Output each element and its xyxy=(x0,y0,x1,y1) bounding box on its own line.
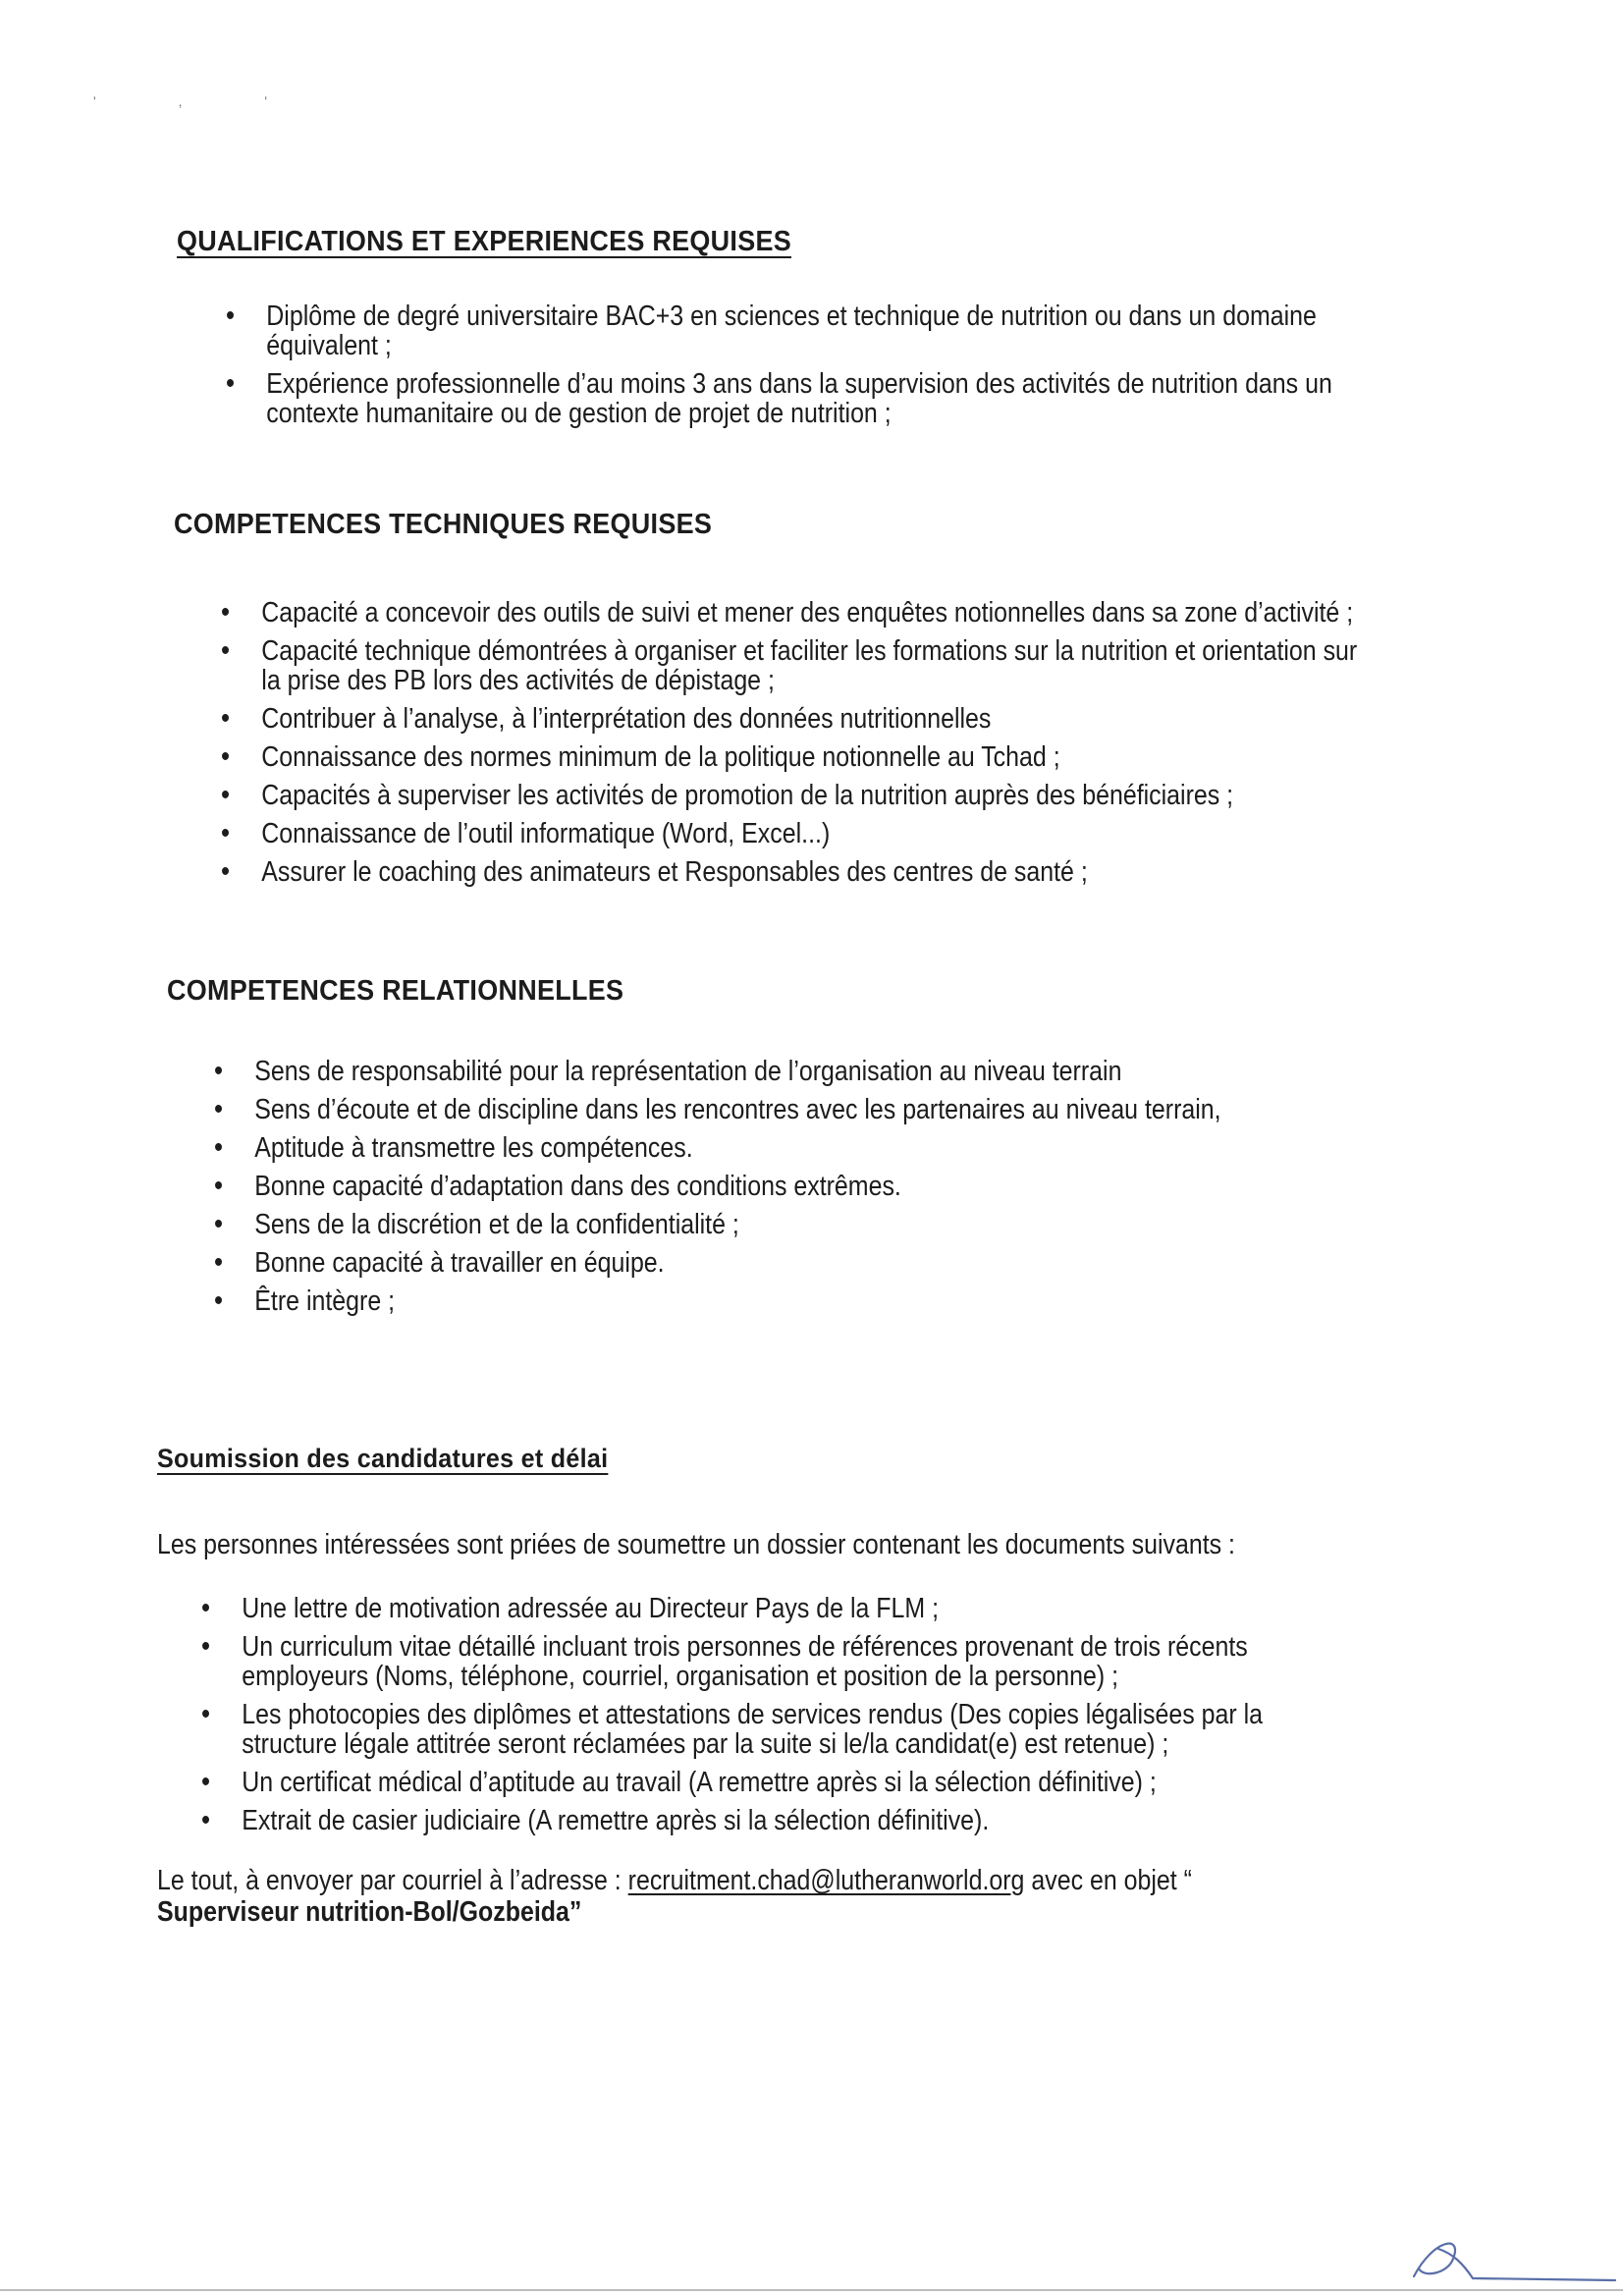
techniques-list xyxy=(221,598,1554,887)
section-title: COMPETENCES RELATIONNELLES xyxy=(167,975,624,1007)
closing-suffix: avec en objet “ xyxy=(1031,1865,1192,1896)
list-item: • Capacité technique démontrées à organiser et faciliter les formations sur la nutrition et orientation sur la prise des PB lors des activités de dépistage ; xyxy=(221,636,1368,695)
section-techniques xyxy=(174,509,1554,896)
list-item: • Capacité a concevoir des outils de suivi et mener des enquêtes notionnelles dans sa zone d’activité ; xyxy=(221,598,1368,628)
list-item: • Bonne capacité à travailler en équipe. xyxy=(214,1248,1361,1278)
qualifications-list xyxy=(226,301,1559,428)
list-item: • Une lettre de motivation adressée au Directeur Pays de la FLM ; xyxy=(201,1594,1348,1623)
list-item: • Les photocopies des diplômes et attestations de services rendus (Des copies légalisées par la structure légale attitrée seront réclamées par la suite si le/la candidat(e) est retenue) ; xyxy=(201,1700,1348,1759)
signature-mark xyxy=(1394,2229,1620,2288)
soumission-intro: Les personnes intéressées sont priées de soumettre un dossier contenant les documents suivants : xyxy=(157,1529,1235,1560)
list-item: • Un certificat médical d’aptitude au travail (A remettre après si la sélection définitive) ; xyxy=(201,1768,1348,1797)
list-item: • Bonne capacité d’adaptation dans des conditions extrêmes. xyxy=(214,1172,1361,1201)
list-item: • Un curriculum vitae détaillé incluant trois personnes de références provenant de trois récents employeurs (Noms, téléphone, courriel, organisation et position de la personne) ; xyxy=(201,1632,1348,1691)
relationnelles-list xyxy=(214,1057,1547,1316)
list-item: • Sens de responsabilité pour la représentation de l’organisation au niveau terrain xyxy=(214,1057,1361,1086)
section-soumission xyxy=(157,1444,1623,1928)
section-title: Soumission des candidatures et délai xyxy=(157,1444,609,1473)
list-item: • Sens d’écoute et de discipline dans les rencontres avec les partenaires au niveau terrain, xyxy=(214,1095,1361,1124)
list-item: • Capacités à superviser les activités de promotion de la nutrition auprès des bénéficiaires ; xyxy=(221,781,1368,810)
section-qualifications xyxy=(177,226,1559,437)
list-item: • Connaissance de l’outil informatique (Word, Excel...) xyxy=(221,819,1368,848)
list-item: • Assurer le coaching des animateurs et Responsables des centres de santé ; xyxy=(221,857,1368,887)
list-item: • Aptitude à transmettre les compétences. xyxy=(214,1133,1361,1163)
list-item: • Connaissance des normes minimum de la politique notionnelle au Tchad ; xyxy=(221,742,1368,772)
list-item: • Contribuer à l’analyse, à l’interprétation des données nutritionnelles xyxy=(221,704,1368,734)
list-item: • Extrait de casier judiciaire (A remettre après si la sélection définitive). xyxy=(201,1806,1348,1835)
section-title: QUALIFICATIONS ET EXPERIENCES REQUISES xyxy=(177,226,792,257)
section-title: COMPETENCES TECHNIQUES REQUISES xyxy=(174,509,713,540)
bottom-edge-line xyxy=(0,2289,1623,2291)
subject-line: Superviseur nutrition-Bol/Gozbeida” xyxy=(157,1896,582,1928)
closing-prefix: Le tout, à envoyer par courriel à l’adresse : xyxy=(157,1865,622,1896)
section-relationnelles xyxy=(167,975,1547,1325)
closing-line xyxy=(157,1865,1466,1896)
documents-list xyxy=(201,1594,1623,1835)
list-item: • Sens de la discrétion et de la confidentialité ; xyxy=(214,1210,1361,1239)
scan-marks: ' , ' xyxy=(93,93,307,109)
recruitment-email-link[interactable]: recruitment.chad@lutheranworld.org xyxy=(627,1865,1025,1896)
list-item: • Être intègre ; xyxy=(214,1286,1361,1316)
list-item: • Expérience professionnelle d’au moins 3 ans dans la supervision des activités de nutrition dans un contexte humanitaire ou de gestion de projet de nutrition ; xyxy=(226,369,1373,428)
list-item: • Diplôme de degré universitaire BAC+3 en sciences et technique de nutrition ou dans un domaine équivalent ; xyxy=(226,301,1373,360)
